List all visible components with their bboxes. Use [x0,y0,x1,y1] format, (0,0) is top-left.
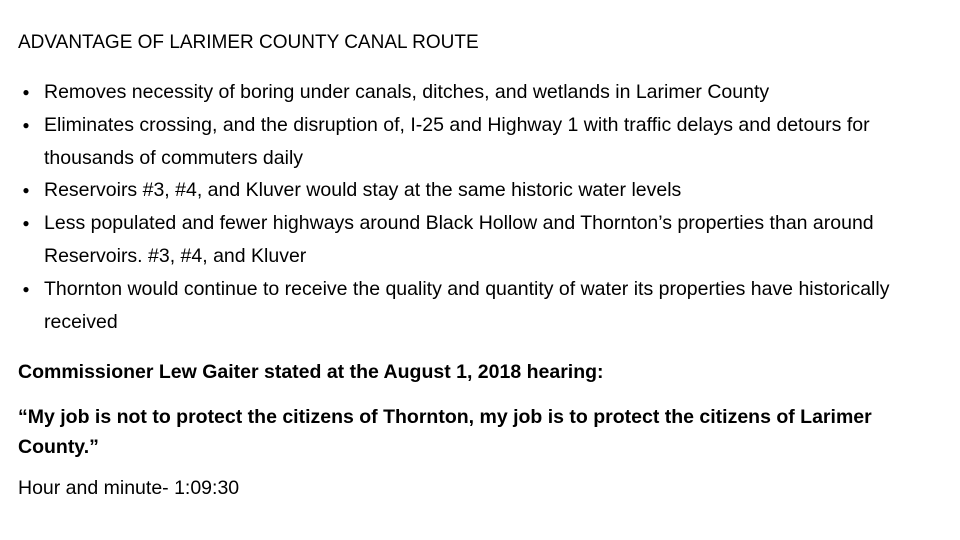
list-item [18,174,943,207]
list-item [18,76,943,109]
bullet-icon: ● [22,281,30,296]
commissioner-statement-line: Commissioner Lew Gaiter stated at the August 1, 2018 hearing: [18,361,604,384]
bullet-icon: ● [22,183,30,198]
list-item [18,273,943,339]
advantages-list [18,76,943,338]
list-item [18,109,943,175]
hearing-timestamp: Hour and minute- 1:09:30 [18,477,240,500]
document-page [18,30,943,502]
bullet-icon: ● [22,117,30,132]
list-item-text: Removes necessity of boring under canals, ditches, and wetlands in Larimer County [44,81,770,103]
list-item [18,207,943,273]
document-heading: ADVANTAGE OF LARIMER COUNTY CANAL ROUTE [18,32,479,53]
bullet-icon: ● [22,216,30,231]
bullet-icon: ● [22,85,30,99]
list-item-text: Eliminates crossing, and the disruption of, I-25 and Highway 1 with traffic delays and detours for thousands of commuters daily [44,113,870,169]
list-item-text: Reservoirs #3, #4, and Kluver would stay at the same historic water levels [44,179,682,202]
list-item-text: Thornton would continue to receive the quality and quantity of water its properties have historically received [44,277,890,333]
commissioner-quote: “My job is not to protect the citizens of Thornton, my job is to protect the citizens of Larimer County.” [18,406,872,459]
list-item-text: Less populated and fewer highways around Black Hollow and Thornton’s properties than around Reservoirs. #3, #4, and Kluver [44,212,874,267]
